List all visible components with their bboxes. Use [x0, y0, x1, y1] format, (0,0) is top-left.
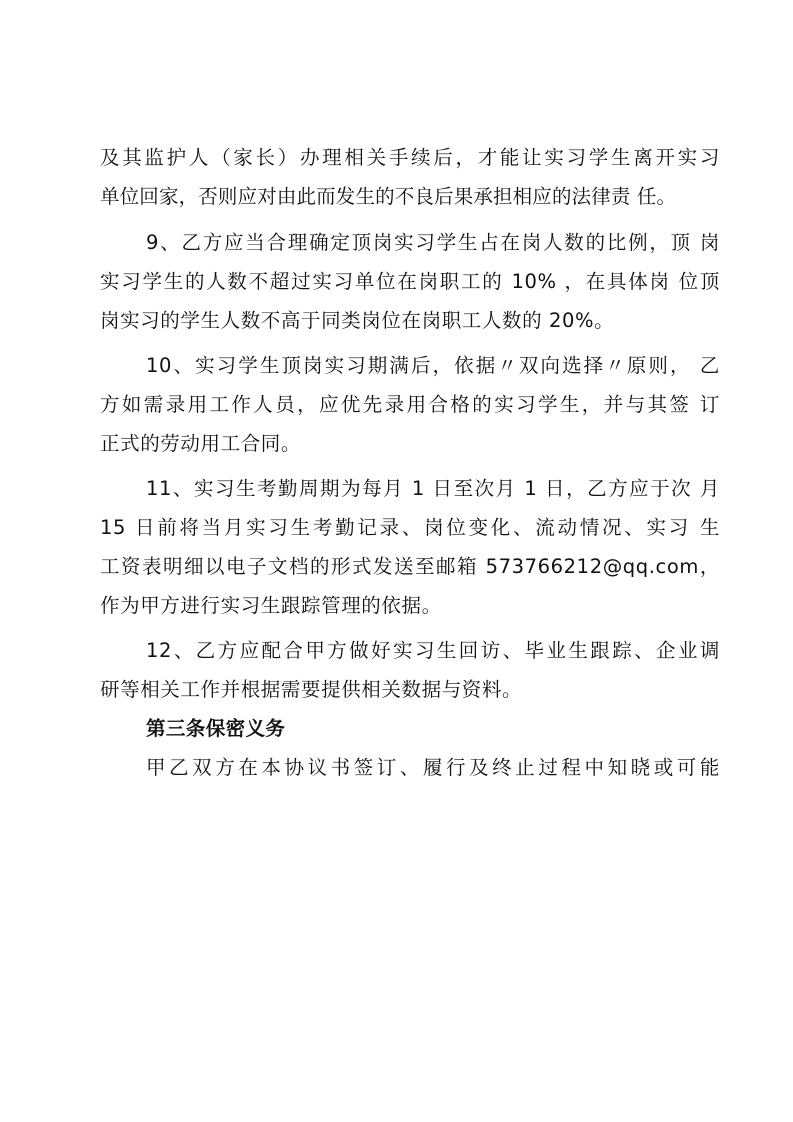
- section-heading: 第三条保密义务: [146, 717, 286, 740]
- clause-9-line: 实习学生的人数不超过实习单位在岗职工的 10% ，在具体岗 位顶: [100, 270, 720, 293]
- clause-11-line: 15 日前将当月实习生考勤记录、岗位变化、流动情况、实习 生: [100, 516, 720, 539]
- paragraph-line: 单位回家，否则应对由此而发生的不良后果承担相应的法律责 任。: [100, 185, 677, 208]
- clause-10-line: 10、实习学生顶岗实习期满后，依据〃双向选择〃原则， 乙: [146, 354, 720, 377]
- clause-9-line: 岗实习的学生人数不高于同类岗位在岗职工人数的 20%。: [100, 309, 615, 332]
- section-3-line: 甲乙双方在本协议书签订、履行及终止过程中知晓或可能: [146, 756, 720, 779]
- clause-11-line: 工资表明细以电子文档的形式发送至邮箱 573766212@qq.com，: [100, 555, 720, 578]
- clause-10-line: 方如需录用工作人员，应优先录用合格的实习学生，并与其签 订: [100, 393, 720, 416]
- clause-9-line: 9、乙方应当合理确定顶岗实习学生占在岗人数的比例，顶 岗: [146, 231, 720, 254]
- clause-12-line: 研等相关工作并根据需要提供相关数据与资料。: [100, 678, 523, 701]
- clause-11-line: 作为甲方进行实习生跟踪管理的依据。: [100, 594, 442, 617]
- clause-10-line: 正式的劳动用工合同。: [100, 432, 302, 455]
- clause-11-line: 11、实习生考勤周期为每月 1 日至次月 1 日，乙方应于次 月: [146, 477, 720, 500]
- paragraph-line: 及其监护人（家长）办理相关手续后，才能让实习学生离开实习: [100, 146, 720, 169]
- clause-12-line: 12、乙方应配合甲方做好实习生回访、毕业生跟踪、企业调: [146, 639, 720, 662]
